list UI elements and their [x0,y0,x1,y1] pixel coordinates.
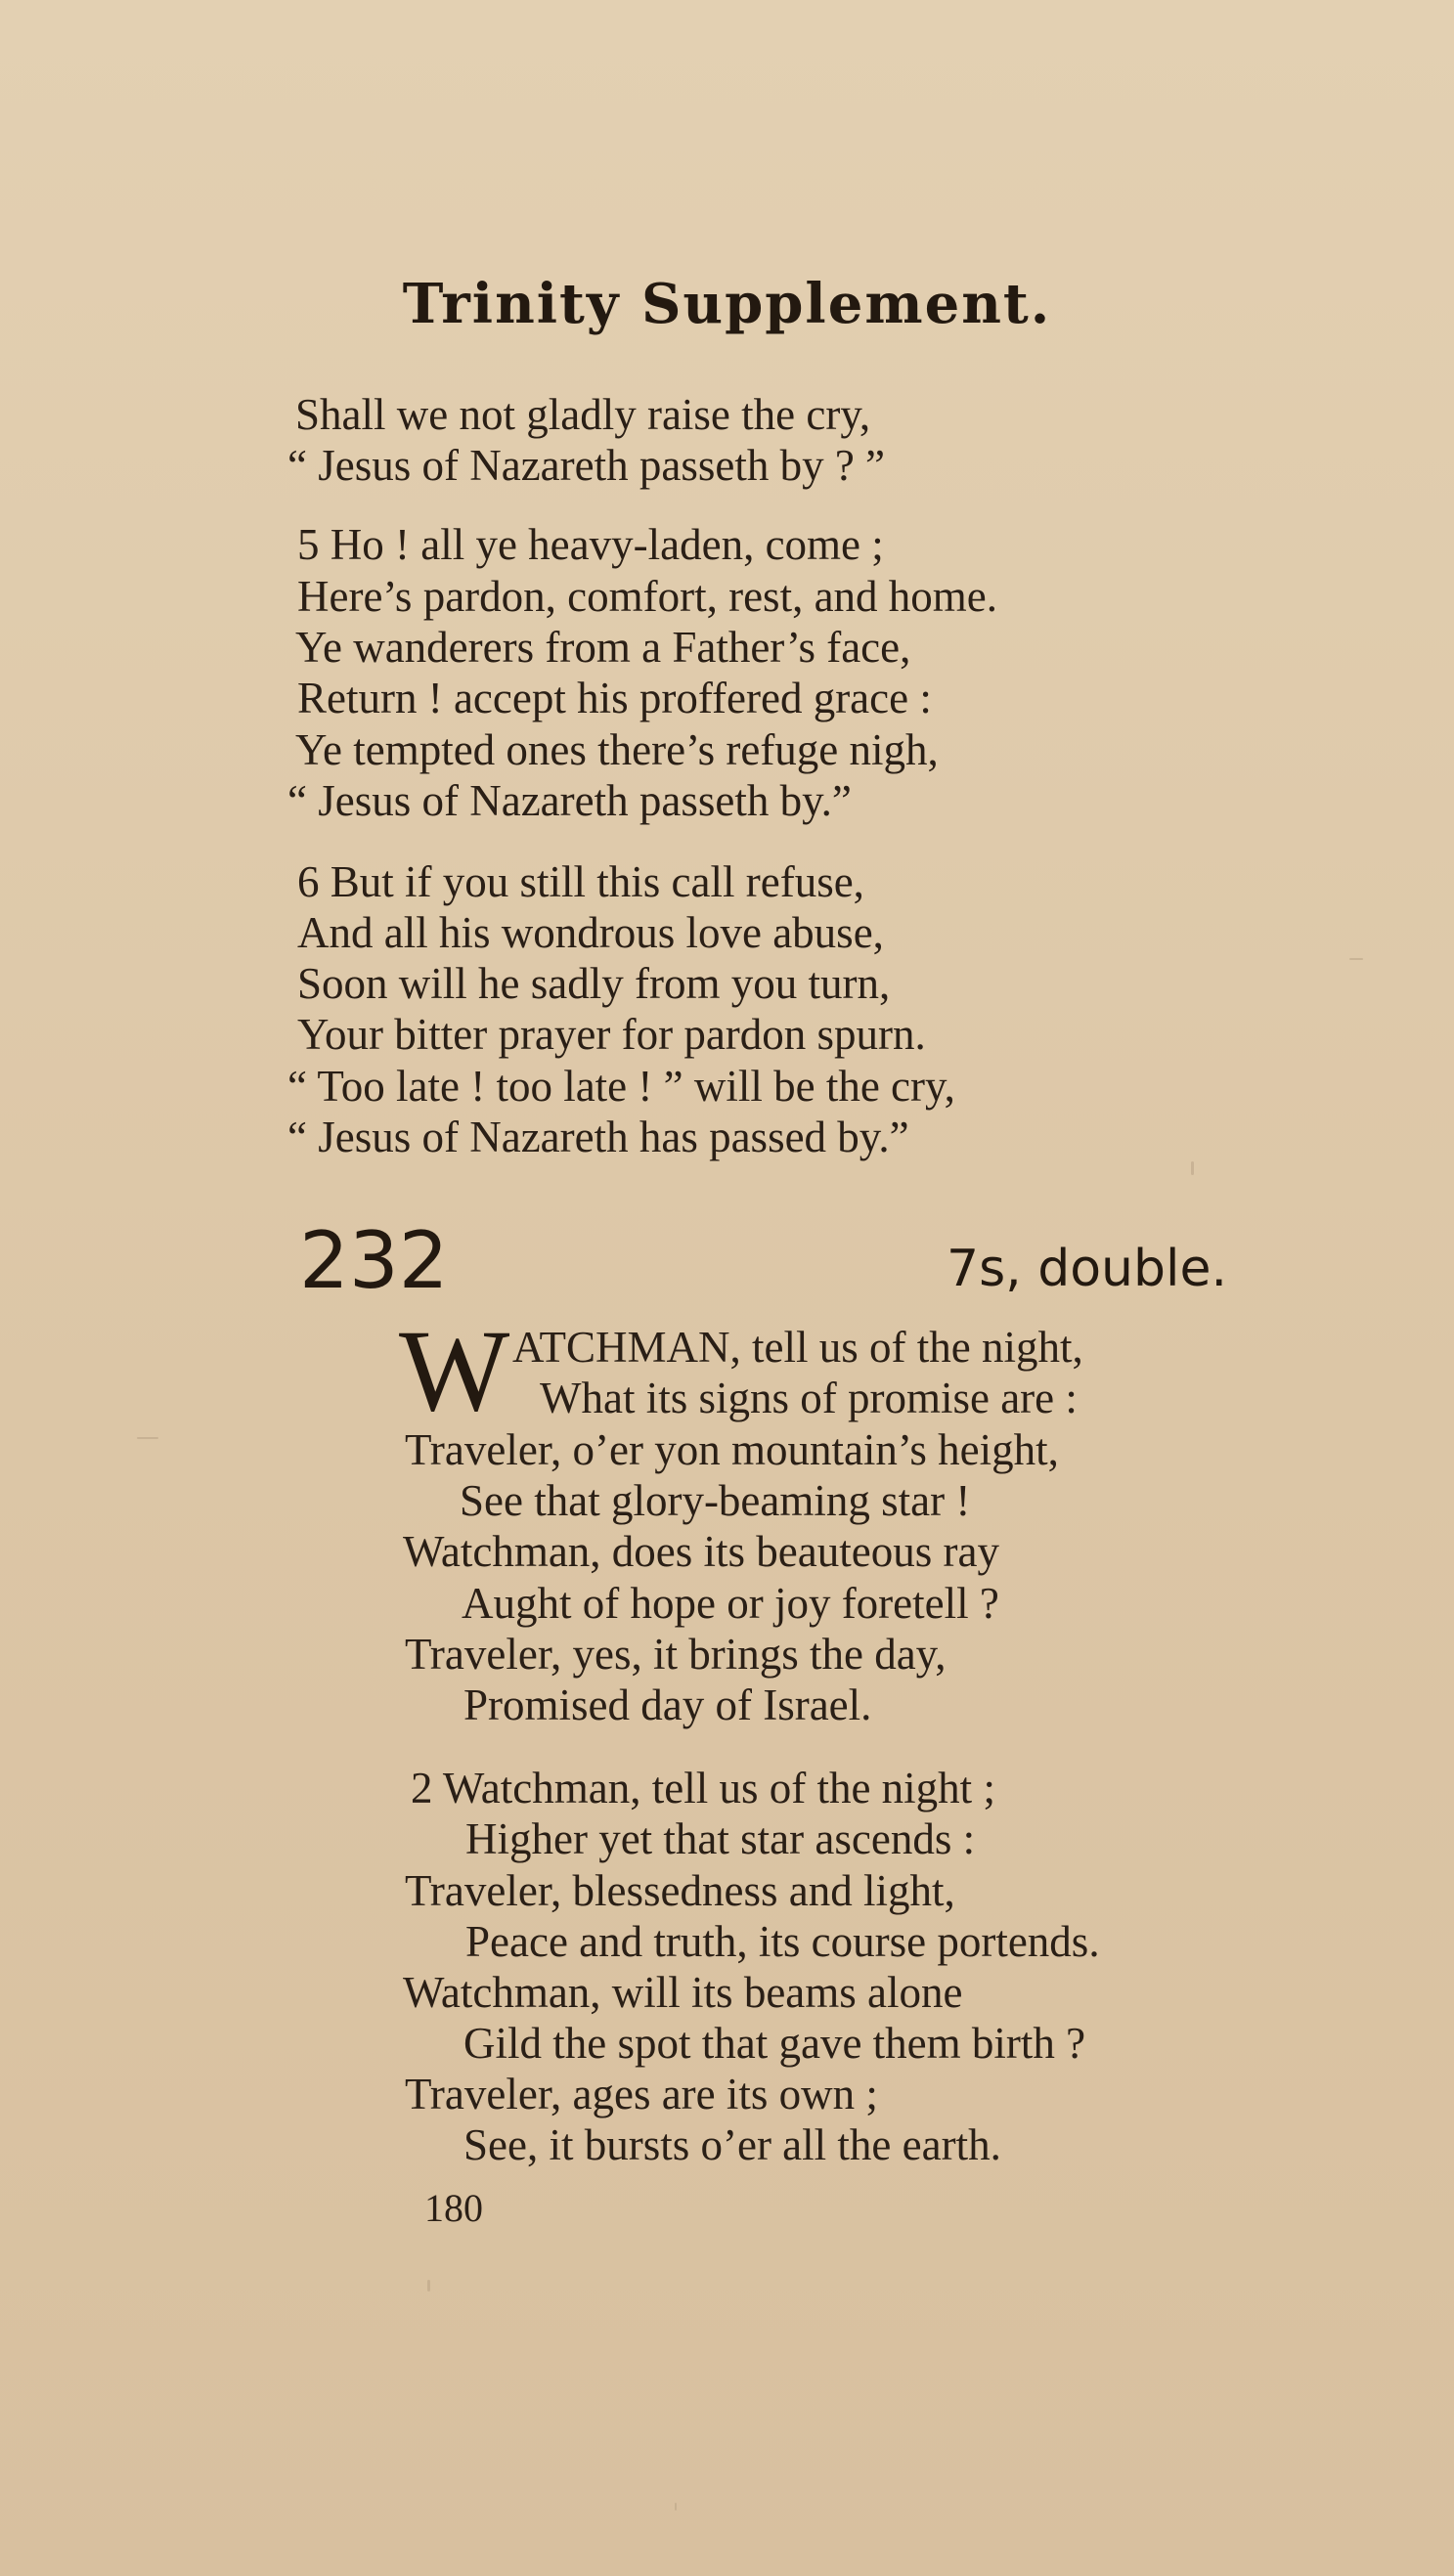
verse-line: “ Jesus of Nazareth has passed by.” [287,1113,909,1161]
verse-line: Watchman, does its beauteous ray [403,1527,999,1576]
verse-line: Traveler, blessedness and light, [405,1866,955,1915]
verse-line: 5 Ho ! all ye heavy-laden, come ; [297,520,884,569]
paper-speck [137,1437,158,1439]
verse-line: Peace and truth, its course portends. [465,1917,1100,1966]
verse-line: 2 Watchman, tell us of the night ; [411,1764,995,1812]
verse-line: Shall we not gladly raise the cry, [295,390,871,439]
verse-line: Soon will he sadly from you turn, [297,959,891,1008]
verse-line: And all his wondrous love abuse, [297,908,884,957]
verse-line: Promised day of Israel. [463,1681,872,1729]
verse-line: Ye wanderers from a Father’s face, [295,623,911,672]
verse-line: “ Jesus of Nazareth passeth by ? ” [287,441,886,490]
verse-line: See that glory-beaming star ! [460,1476,971,1525]
verse-line: “ Too late ! too late ! ” will be the cry, [287,1062,955,1111]
verse-line: What its signs of promise are : [540,1374,1078,1422]
verse-line: Higher yet that star ascends : [465,1814,976,1863]
paper-speck [427,2280,430,2292]
hymn-meter: 7s, double. [947,1240,1227,1298]
verse-line: See, it bursts o’er all the earth. [463,2120,1001,2169]
verse-line: Watchman, will its beams alone [403,1968,963,2017]
verse-line: Ye tempted ones there’s refuge nigh, [295,725,939,774]
verse-line: 6 But if you still this call refuse, [297,857,864,906]
running-header: Trinity Supplement. [402,272,1052,336]
page-number: 180 [424,2186,483,2230]
verse-line: Here’s pardon, comfort, rest, and home. [297,572,998,621]
drop-cap: W [399,1305,510,1435]
verse-line: Your bitter prayer for pardon spurn. [297,1010,926,1059]
verse-line: ATCHMAN, tell us of the night, [512,1323,1083,1372]
verse-line: Gild the spot that gave them birth ? [463,2019,1086,2068]
verse-line: Aught of hope or joy foretell ? [462,1579,999,1628]
paper-speck [1349,958,1363,960]
verse-line: Traveler, o’er yon mountain’s height, [405,1425,1059,1474]
verse-line: “ Jesus of Nazareth passeth by.” [287,776,852,825]
paper-speck [675,2503,677,2511]
verse-line: Traveler, yes, it brings the day, [405,1630,947,1679]
paper-speck [1191,1161,1194,1175]
hymn-number: 232 [299,1215,449,1306]
verse-line: Return ! accept his proffered grace : [297,674,932,722]
verse-line: Traveler, ages are its own ; [405,2070,878,2118]
